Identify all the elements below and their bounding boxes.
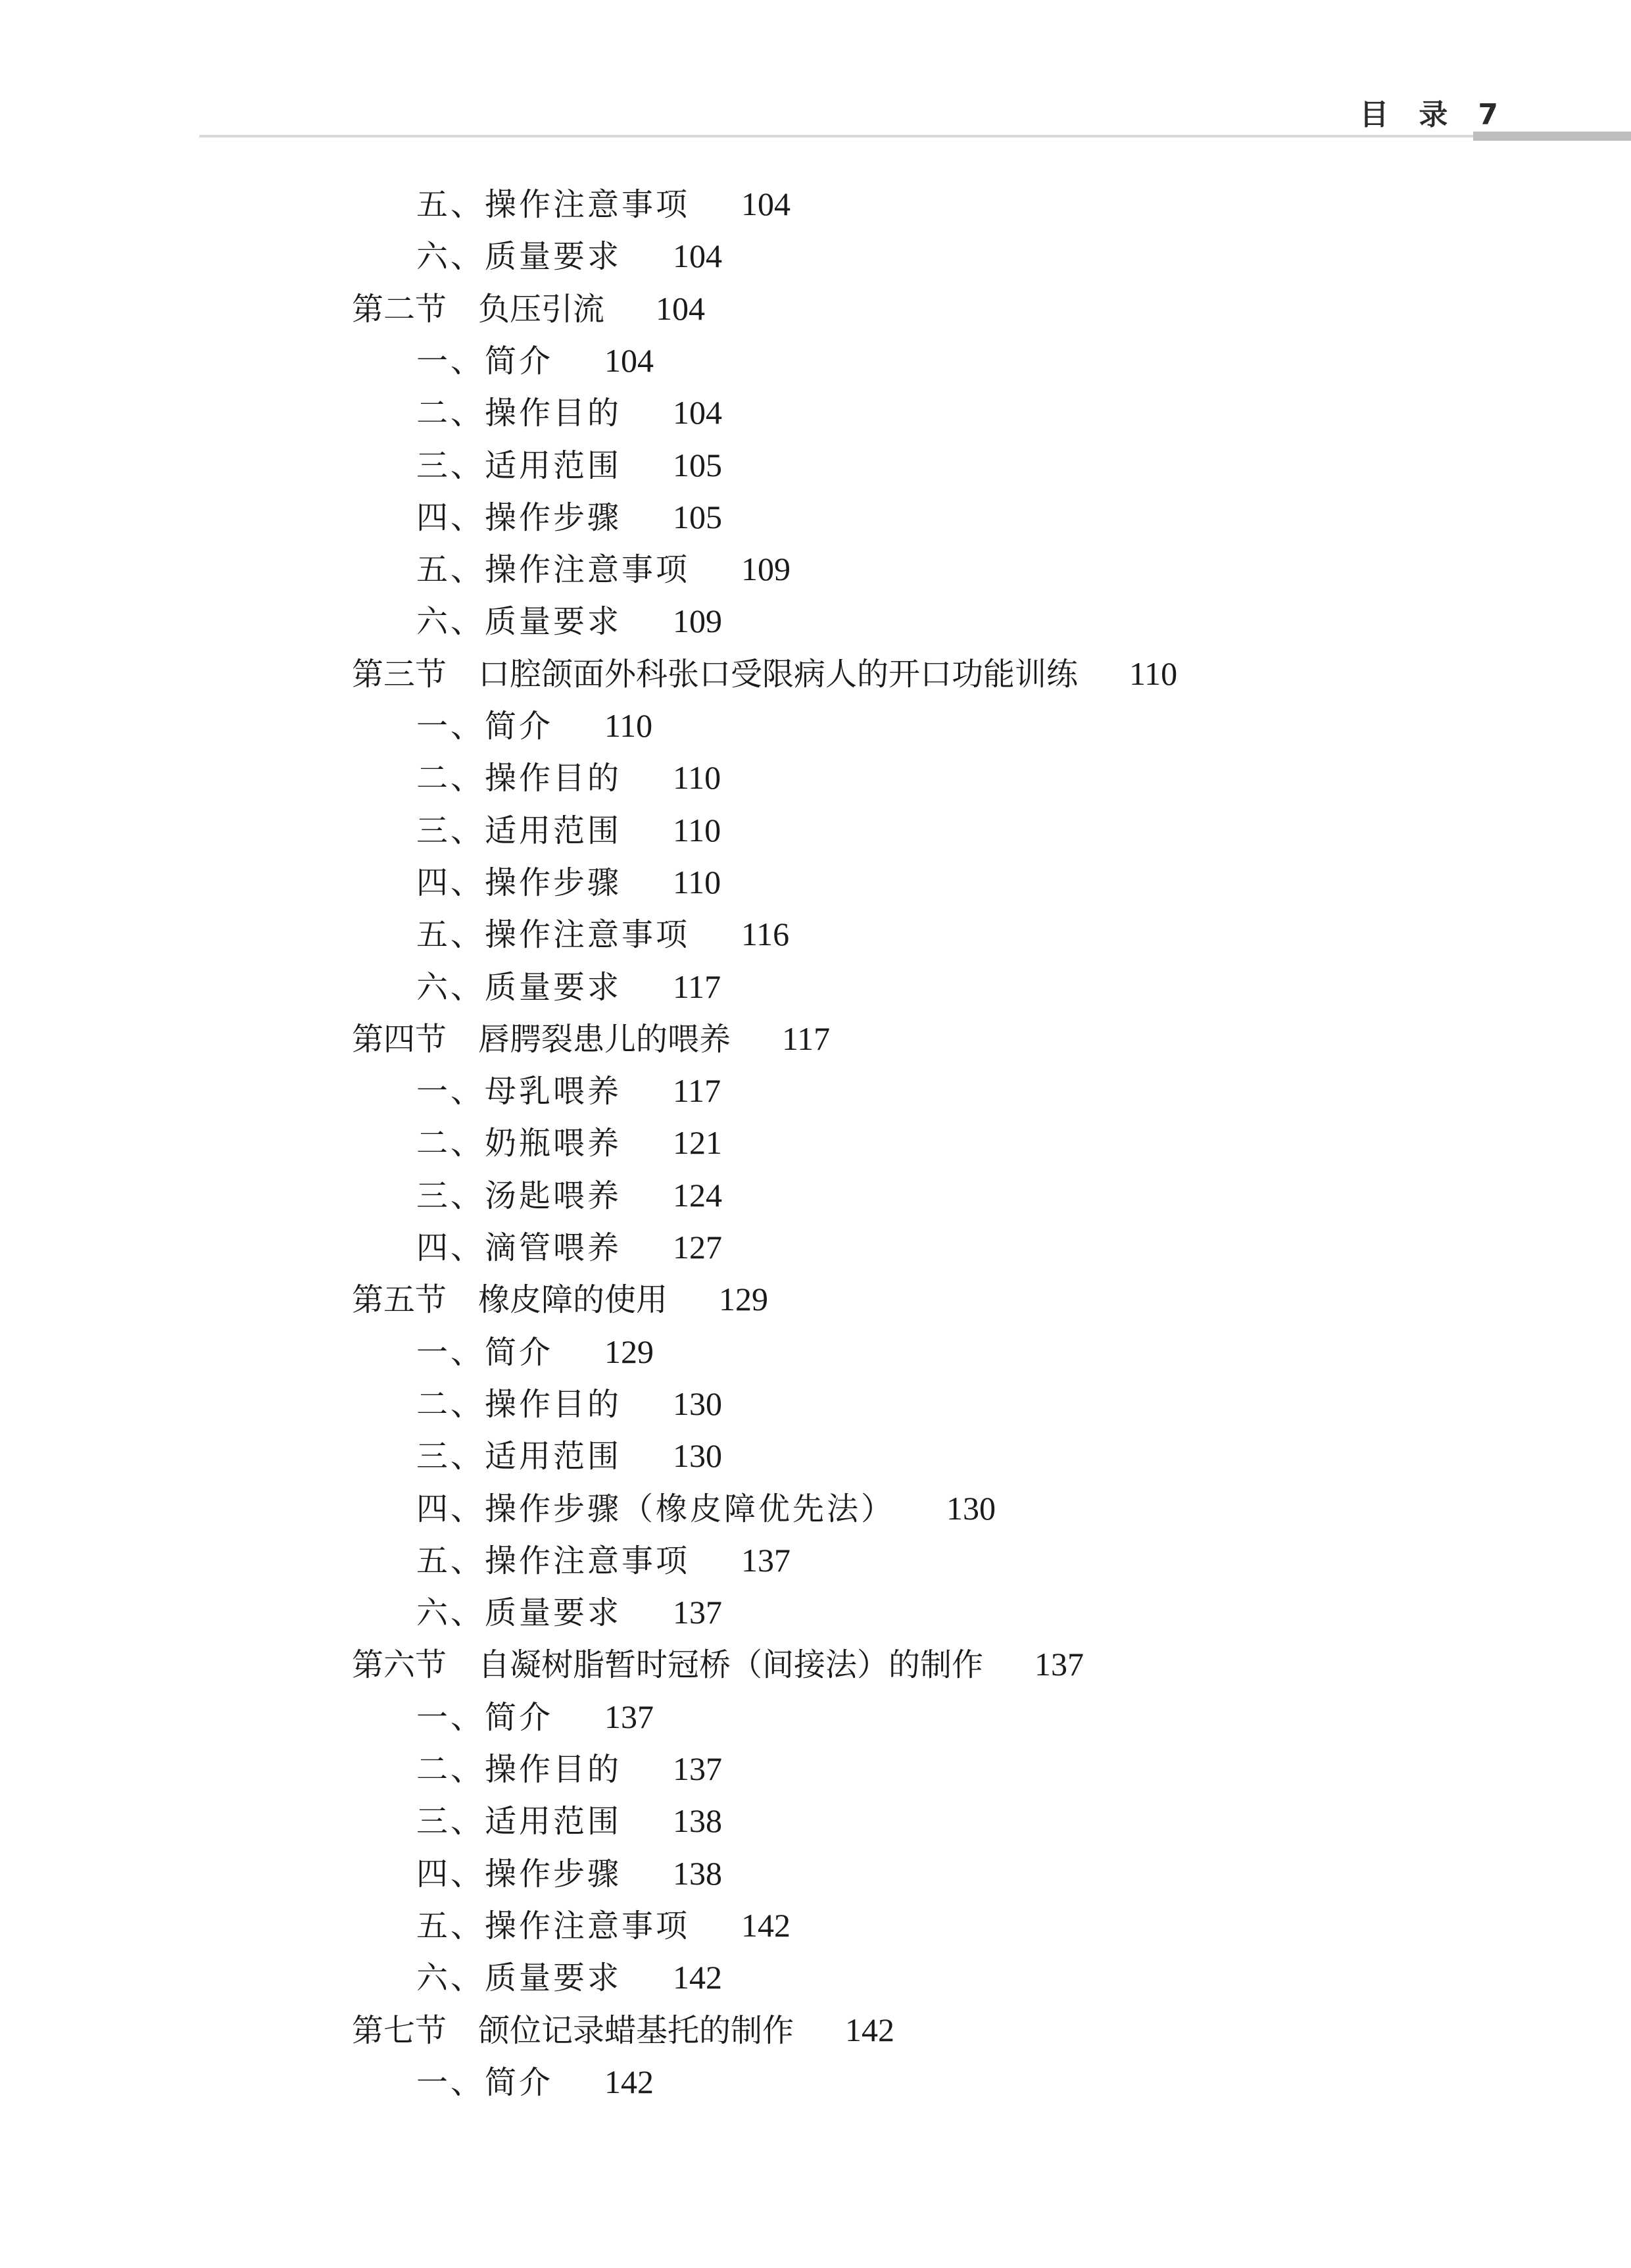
header-rule: [199, 135, 1473, 137]
toc-entry-label: 六、质量要求: [416, 1960, 622, 1997]
toc-entry-label: 一、简介: [416, 708, 554, 745]
toc-entry-label: 三、适用范围: [416, 812, 622, 849]
toc-entry-page-number: 105: [673, 498, 723, 535]
toc-entry-label: 第二节 负压引流: [352, 290, 605, 328]
toc-entry-page-number: 130: [673, 1437, 723, 1475]
toc-section-entry[interactable]: [352, 2010, 894, 2050]
toc-section-entry[interactable]: [352, 289, 705, 328]
toc-entry-label: 二、操作目的: [416, 1751, 622, 1788]
header-tab-bar: [1473, 132, 1631, 141]
toc-section-entry[interactable]: [352, 654, 1177, 693]
toc-entry-page-number: 129: [604, 1333, 654, 1370]
toc-item-entry[interactable]: [416, 2062, 654, 2102]
toc-entry-label: 五、操作注意事项: [416, 1907, 691, 1944]
toc-item-entry[interactable]: [416, 601, 722, 641]
toc-entry-label: 二、操作目的: [416, 1385, 622, 1423]
toc-entry-page-number: 110: [1129, 654, 1178, 692]
toc-entry-label: 一、简介: [416, 2063, 554, 2101]
toc-entry-page-number: 138: [673, 1802, 723, 1840]
toc-entry-page-number: 116: [741, 916, 790, 953]
toc-entry-label: 三、适用范围: [416, 1438, 622, 1475]
toc-entry-label: 第七节 颌位记录蜡基托的制作: [352, 2011, 794, 2049]
toc-entry-page-number: 142: [845, 2011, 895, 2048]
toc-entry-page-number: 127: [673, 1229, 723, 1266]
toc-entry-label: 六、质量要求: [416, 1594, 622, 1632]
toc-entry-label: 五、操作注意事项: [416, 551, 691, 589]
toc-item-entry[interactable]: [416, 706, 652, 745]
toc-item-entry[interactable]: [416, 393, 722, 432]
toc-item-entry[interactable]: [416, 862, 721, 902]
toc-entry-label: 第四节 唇腭裂患儿的喂养: [352, 1020, 731, 1058]
toc-item-entry[interactable]: [416, 1071, 721, 1110]
header-title-part2: 录: [1419, 98, 1452, 132]
toc-entry-label: 四、操作步骤（橡皮障优先法）: [416, 1490, 896, 1527]
toc-item-entry[interactable]: [416, 184, 791, 224]
toc-entry-label: 六、质量要求: [416, 968, 622, 1006]
toc-entry-page-number: 110: [604, 707, 653, 744]
toc-entry-label: 四、操作步骤: [416, 499, 622, 536]
toc-entry-page-number: 121: [673, 1124, 723, 1162]
toc-item-entry[interactable]: [416, 810, 721, 850]
toc-entry-page-number: 137: [604, 1698, 654, 1735]
header-page-number: 7: [1478, 98, 1502, 132]
toc-item-entry[interactable]: [416, 236, 722, 276]
toc-entry-label: 二、操作目的: [416, 395, 622, 432]
toc-entry-label: 一、简介: [416, 1333, 554, 1371]
toc-item-entry[interactable]: [416, 914, 789, 954]
toc-item-entry[interactable]: [416, 445, 722, 485]
toc-item-entry[interactable]: [416, 1592, 722, 1632]
toc-entry-label: 一、母乳喂养: [416, 1073, 622, 1110]
toc-item-entry[interactable]: [416, 1489, 996, 1528]
toc-entry-label: 四、滴管喂养: [416, 1229, 622, 1266]
toc-entry-label: 第五节 橡皮障的使用: [352, 1281, 668, 1319]
toc-item-entry[interactable]: [416, 1749, 722, 1788]
header-title-part1: 目: [1359, 98, 1393, 132]
toc-entry-page-number: 142: [741, 1906, 791, 1944]
toc-entry-page-number: 117: [782, 1020, 831, 1057]
toc-entry-page-number: 129: [719, 1281, 769, 1318]
toc-entry-page-number: 137: [673, 1750, 723, 1787]
toc-entry-page-number: 138: [673, 1854, 723, 1892]
toc-entry-page-number: 117: [673, 1072, 721, 1110]
toc-item-entry[interactable]: [416, 549, 791, 589]
toc-section-entry[interactable]: [352, 1644, 1084, 1684]
toc-item-entry[interactable]: [416, 1541, 791, 1580]
toc-item-entry[interactable]: [416, 1227, 722, 1267]
toc-entry-page-number: 110: [673, 811, 721, 849]
toc-item-entry[interactable]: [416, 1384, 722, 1423]
toc-item-entry[interactable]: [416, 1123, 722, 1162]
toc-item-entry[interactable]: [416, 1175, 722, 1215]
toc-entry-label: 一、简介: [416, 1698, 554, 1736]
toc-entry-label: 四、操作步骤: [416, 1855, 622, 1892]
toc-entry-page-number: 109: [673, 603, 723, 640]
toc-section-entry[interactable]: [352, 1279, 768, 1319]
toc-section-entry[interactable]: [352, 1019, 830, 1058]
toc-entry-page-number: 130: [673, 1385, 723, 1422]
toc-entry-page-number: 137: [741, 1541, 791, 1579]
header-title: [1359, 91, 1502, 133]
toc-item-entry[interactable]: [416, 1436, 722, 1475]
toc-entry-page-number: 130: [946, 1489, 996, 1527]
toc-entry-label: 三、适用范围: [416, 1803, 622, 1840]
toc-entry-page-number: 104: [741, 185, 791, 222]
toc-entry-page-number: 110: [673, 759, 721, 797]
toc-item-entry[interactable]: [416, 1801, 722, 1840]
toc-entry-page-number: 109: [741, 551, 791, 588]
toc-entry-page-number: 104: [604, 341, 654, 379]
toc-item-entry[interactable]: [416, 758, 721, 797]
toc-item-entry[interactable]: [416, 497, 722, 537]
toc-item-entry[interactable]: [416, 341, 654, 380]
toc-entry-page-number: 124: [673, 1176, 723, 1214]
toc-item-entry[interactable]: [416, 967, 721, 1006]
toc-item-entry[interactable]: [416, 1958, 722, 1997]
toc-entry-page-number: 137: [1035, 1646, 1084, 1683]
toc-entry-label: 六、质量要求: [416, 603, 622, 641]
toc-entry-label: 五、操作注意事项: [416, 1542, 691, 1579]
toc-entry-label: 第三节 口腔颌面外科张口受限病人的开口功能训练: [352, 655, 1079, 693]
toc-entry-page-number: 105: [673, 446, 723, 483]
toc-entry-label: 四、操作步骤: [416, 864, 622, 901]
toc-entry-label: 五、操作注意事项: [416, 186, 691, 223]
toc-entry-label: 一、简介: [416, 342, 554, 380]
toc-entry-label: 第六节 自凝树脂暂时冠桥（间接法）的制作: [352, 1646, 984, 1684]
toc-entry-label: 三、适用范围: [416, 447, 622, 484]
toc-entry-page-number: 137: [673, 1594, 723, 1631]
toc-entry-page-number: 104: [673, 237, 723, 275]
running-header: [0, 0, 1631, 145]
toc-item-entry[interactable]: [416, 1332, 654, 1371]
toc-item-entry[interactable]: [416, 1697, 654, 1737]
toc-entry-page-number: 117: [673, 968, 721, 1005]
toc-item-entry[interactable]: [416, 1906, 791, 1945]
toc-entry-label: 二、操作目的: [416, 760, 622, 797]
toc-entry-page-number: 142: [604, 2063, 654, 2100]
toc-entry-page-number: 142: [673, 1959, 723, 1996]
toc-entry-label: 三、汤匙喂养: [416, 1177, 622, 1214]
toc-entry-page-number: 104: [673, 394, 723, 431]
toc-entry-label: 二、奶瓶喂养: [416, 1125, 622, 1162]
toc-entry-label: 五、操作注意事项: [416, 916, 691, 954]
toc-item-entry[interactable]: [416, 1854, 722, 1893]
toc-entry-page-number: 104: [656, 289, 706, 327]
toc-entry-label: 六、质量要求: [416, 238, 622, 276]
toc-entry-page-number: 110: [673, 863, 721, 900]
